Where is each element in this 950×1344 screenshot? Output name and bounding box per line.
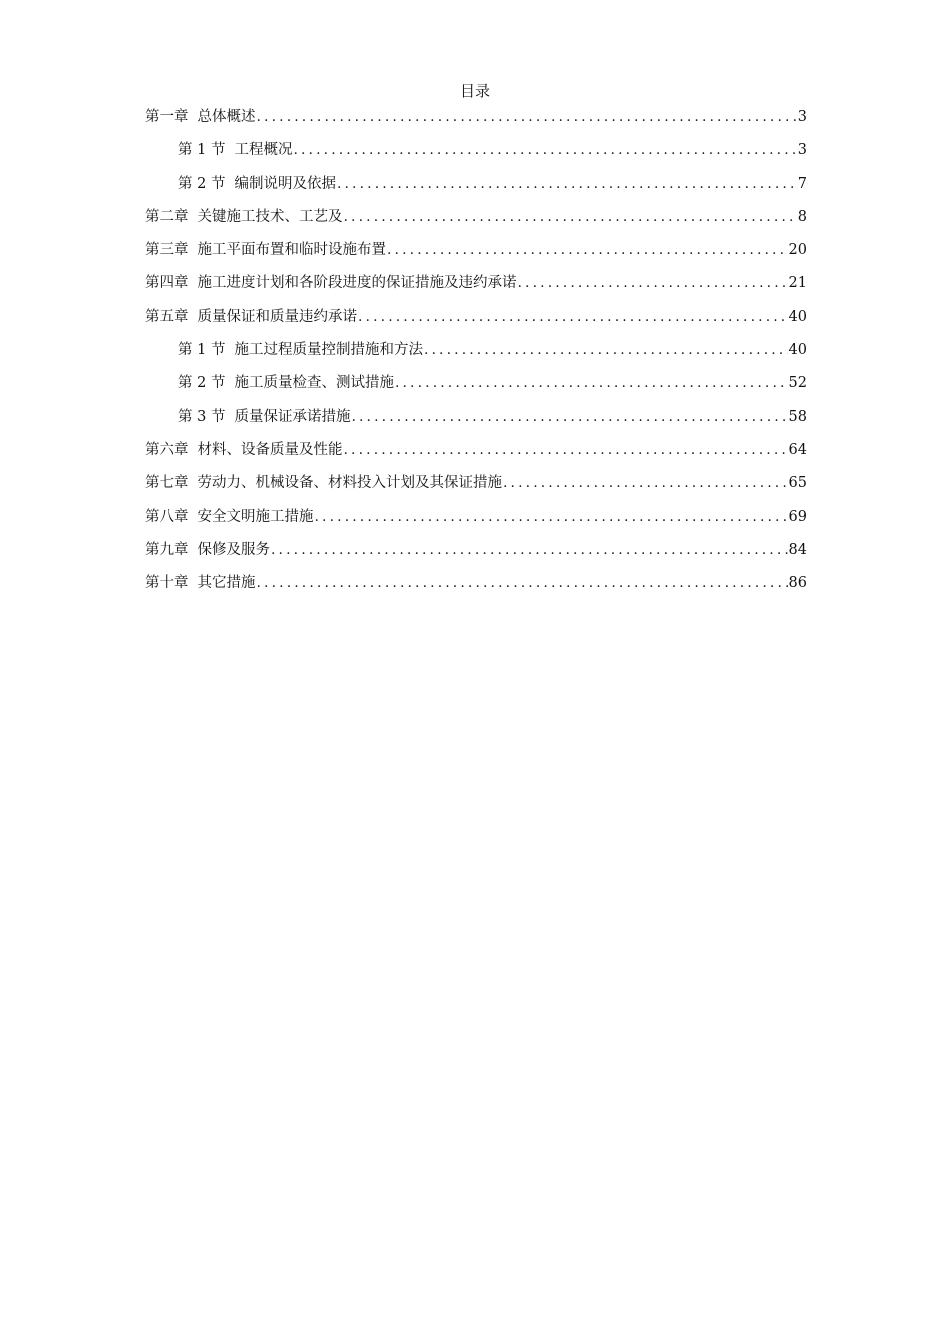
toc-entry[interactable] (145, 239, 807, 272)
toc-entry-text: 材料、设备质量及性能 (197, 441, 343, 458)
toc-entry[interactable] (145, 139, 807, 172)
toc-entry-number: 第 1 节 (178, 142, 226, 159)
toc-list (145, 106, 807, 605)
toc-leader-dots (503, 472, 788, 494)
toc-entry-label (145, 539, 270, 561)
toc-entry-number: 第 3 节 (178, 408, 226, 425)
toc-entry-number: 第八章 (145, 508, 189, 525)
toc-entry-page: 40 (788, 308, 807, 325)
toc-leader-dots (518, 272, 788, 294)
toc-entry-text: 施工质量检查、测试措施 (234, 375, 394, 392)
toc-entry-page: 69 (788, 508, 807, 525)
toc-leader-dots (257, 572, 788, 594)
toc-entry-label (145, 106, 256, 128)
toc-entry-page: 65 (788, 475, 807, 492)
toc-entry-number: 第 2 节 (178, 175, 226, 192)
toc-leader-dots (271, 539, 788, 561)
toc-entry-text: 劳动力、机械设备、材料投入计划及其保证措施 (197, 475, 502, 492)
toc-entry-text: 保修及服务 (197, 541, 270, 558)
toc-entry-text: 质量保证承诺措施 (234, 408, 351, 425)
toc-entry-label (145, 472, 502, 494)
toc-leader-dots (424, 339, 788, 361)
toc-entry-number: 第二章 (145, 208, 189, 225)
toc-entry-number: 第七章 (145, 475, 189, 492)
toc-entry-page: 8 (797, 208, 807, 225)
toc-entry-text: 质量保证和质量违约承诺 (197, 308, 357, 325)
toc-entry-page: 52 (788, 375, 807, 392)
toc-entry[interactable] (145, 173, 807, 206)
toc-leader-dots (358, 306, 788, 328)
toc-entry-text: 编制说明及依据 (234, 175, 336, 192)
toc-entry-label (178, 139, 292, 161)
toc-entry-page: 64 (788, 441, 807, 458)
toc-entry-page: 40 (788, 342, 807, 359)
toc-entry[interactable] (145, 272, 807, 305)
toc-entry[interactable] (145, 506, 807, 539)
toc-leader-dots (344, 206, 797, 228)
toc-entry[interactable] (145, 106, 807, 139)
toc-entry[interactable] (145, 306, 807, 339)
toc-entry-text: 安全文明施工措施 (197, 508, 314, 525)
toc-title: 目录 (459, 82, 490, 100)
toc-entry-page: 21 (788, 275, 807, 292)
toc-entry-page: 58 (788, 408, 807, 425)
toc-leader-dots (344, 439, 788, 461)
toc-entry-label (145, 439, 343, 461)
toc-entry-text: 关键施工技术、工艺及 (197, 208, 343, 225)
toc-entry-text: 工程概况 (234, 142, 293, 159)
toc-entry-page: 3 (797, 109, 807, 125)
toc-entry-label (178, 406, 350, 428)
toc-entry[interactable] (145, 572, 807, 605)
toc-entry[interactable] (145, 472, 807, 505)
toc-entry[interactable] (145, 406, 807, 439)
toc-entry-number: 第 1 节 (178, 342, 226, 359)
toc-leader-dots (293, 139, 796, 161)
toc-entry-text: 施工进度计划和各阶段进度的保证措施及违约承诺 (197, 275, 517, 292)
toc-entry-label (178, 173, 336, 195)
toc-entry[interactable] (145, 439, 807, 472)
toc-entry-number: 第三章 (145, 242, 189, 259)
toc-entry-number: 第九章 (145, 541, 189, 558)
toc-entry-label (178, 372, 394, 394)
toc-entry-page: 86 (788, 575, 807, 592)
toc-entry-text: 其它措施 (197, 575, 256, 592)
toc-entry-label (178, 339, 423, 361)
toc-entry-number: 第五章 (145, 308, 189, 325)
toc-leader-dots (387, 239, 788, 261)
toc-entry-number: 第一章 (145, 109, 189, 125)
toc-entry-number: 第四章 (145, 275, 189, 292)
toc-entry-page: 20 (788, 242, 807, 259)
toc-entry-text: 施工过程质量控制措施和方法 (234, 342, 423, 359)
toc-leader-dots (257, 106, 797, 128)
toc-entry[interactable] (145, 539, 807, 572)
toc-entry-page: 84 (788, 541, 807, 558)
toc-entry-label (145, 206, 343, 228)
toc-entry-page: 3 (797, 142, 807, 159)
toc-entry[interactable] (145, 372, 807, 405)
toc-entry[interactable] (145, 339, 807, 372)
toc-entry-label (145, 272, 517, 294)
toc-entry-label (145, 306, 357, 328)
toc-leader-dots (315, 506, 788, 528)
toc-entry-number: 第六章 (145, 441, 189, 458)
toc-entry-number: 第 2 节 (178, 375, 226, 392)
toc-leader-dots (395, 372, 788, 394)
toc-leader-dots (337, 173, 797, 195)
toc-entry-text: 施工平面布置和临时设施布置 (197, 242, 386, 259)
toc-entry-label (145, 239, 386, 261)
toc-entry-label (145, 506, 314, 528)
toc-entry-number: 第十章 (145, 575, 189, 592)
toc-entry-label (145, 572, 256, 594)
toc-leader-dots (351, 406, 787, 428)
toc-entry-page: 7 (797, 175, 807, 192)
toc-entry-text: 总体概述 (197, 109, 256, 125)
toc-entry[interactable] (145, 206, 807, 239)
